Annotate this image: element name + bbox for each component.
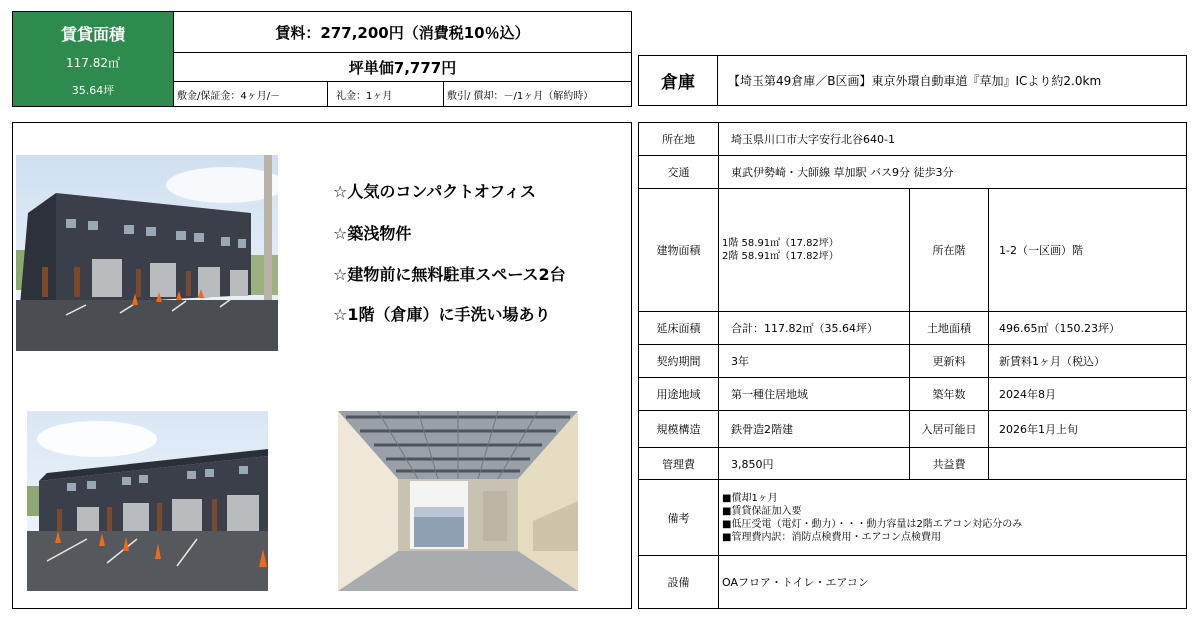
transit-label: 交通 [667,166,690,179]
floor-label: 所在階 [932,244,966,257]
move-in-label: 入居可能日 [921,423,977,436]
common-label: 共益費 [932,457,966,471]
total-floor-label: 延床面積 [656,322,701,335]
built-label-cell [909,377,989,411]
rent-box [173,11,632,53]
mgmt-label: 管理費 [662,457,695,471]
move-in-value: 2026年1月上旬 [999,423,1078,436]
remarks-label: 備考 [667,511,690,525]
land-area-label-cell [909,311,989,345]
building-area-2: 2階 58.91㎡（17.82坪） [722,251,839,262]
building-area-label: 建物面積 [656,244,701,257]
location-value: 埼玉県川口市大字安行北谷640-1 [731,133,895,146]
feature-2: ☆築浅物件 [333,224,412,243]
location-label-cell [638,122,719,156]
built-label: 築年数 [932,388,966,401]
remark-item: ■管理費内訳：消防点検費用・エアコン点検費用 [722,531,941,543]
area-m2: 117.82㎡ [66,56,120,70]
floor-value: 1-2（一区画）階 [999,244,1083,257]
rent-text: 賃料：277,200円（消費税10％込） [275,23,530,42]
building-area-cell [718,188,910,312]
structure-cell [718,410,910,448]
property-type: 倉庫 [661,73,695,93]
area-label: 賃貸面積 [60,25,125,44]
equipment-label: 設備 [667,576,690,589]
mgmt-cell [718,447,910,480]
common-cell [988,447,1187,480]
property-title: 【埼玉第49倉庫／B区画】東京外環自動車道『草加』ICより約2.0km [728,74,1102,88]
remark-item: ■償却1ヶ月 [722,492,778,504]
remarks-label-cell [638,479,719,556]
contract-cell [718,344,910,378]
equipment-cell [718,555,1187,609]
renewal-label: 更新料 [932,355,966,368]
location-cell [718,122,1187,156]
building-area-label-cell [638,188,719,312]
area-tsubo: 35.64坪 [71,84,115,97]
structure-value: 鉄骨造2階建 [731,423,793,436]
structure-label-cell [638,410,719,448]
total-floor-label-cell [638,311,719,345]
zoning-cell [718,377,910,411]
equipment-label-cell [638,555,719,609]
equipment-value: OAフロア・トイレ・エアコン [722,576,869,589]
deduction-cell [443,81,632,107]
remark-item: ■賃貸保証加入要 [722,505,802,517]
key-money-text: 礼金：1ヶ月 [336,90,393,102]
renewal-cell [988,344,1187,378]
total-floor-value: 合計：117.82㎡（35.64坪） [731,322,878,335]
contract-label-cell [638,344,719,378]
location-label: 所在地 [662,133,695,146]
area-summary-box [12,11,174,107]
feature-4: ☆1階（倉庫）に手洗い場あり [333,305,551,324]
remarks-cell [718,479,1187,556]
unit-price-box [173,52,632,82]
deduction-text: 敷引/ 償却：－/1ヶ月（解約時） [447,90,594,102]
transit-label-cell [638,155,719,189]
property-title-box [717,55,1187,106]
key-money-cell [327,81,444,107]
interior-photo [338,411,578,591]
deposit-cell [173,81,328,107]
floor-cell [988,188,1187,312]
land-area-cell [988,311,1187,345]
building-area-1: 1階 58.91㎡（17.82坪） [722,238,839,249]
mgmt-label-cell [638,447,719,480]
zoning-label-cell [638,377,719,411]
zoning-value: 第一種住居地域 [731,388,808,401]
feature-1: ☆人気のコンパクトオフィス [333,182,536,201]
renewal-label-cell [909,344,989,378]
structure-label: 規模構造 [656,423,701,436]
land-area-value: 496.65㎡（150.23坪） [999,322,1120,335]
property-type-box [638,55,718,106]
contract-value: 3年 [731,355,749,368]
deposit-text: 敷金/保証金：4ヶ月/－ [177,90,281,102]
total-floor-cell [718,311,910,345]
zoning-label: 用途地域 [656,388,701,401]
mgmt-value: 3,850円 [731,457,774,471]
built-value: 2024年8月 [999,388,1056,401]
exterior-photo-1 [16,155,278,351]
transit-cell [718,155,1187,189]
unit-price-text: 坪単価7,777円 [348,58,457,77]
built-cell [988,377,1187,411]
common-label-cell [909,447,989,480]
contract-label: 契約期間 [656,355,701,368]
floor-label-cell [909,188,989,312]
move-in-cell [988,410,1187,448]
land-area-label: 土地面積 [927,322,971,335]
feature-3: ☆建物前に無料駐車スペース2台 [333,265,566,284]
renewal-value: 新賃料1ヶ月（税込） [999,355,1105,368]
transit-value: 東武伊勢崎・大師線 草加駅 バス9分 徒歩3分 [731,166,954,179]
move-in-label-cell [909,410,989,448]
exterior-photo-2 [27,411,268,591]
remark-item: ■低圧受電（電灯・動力）・・・動力容量は2階エアコン対応分のみ [722,518,1023,530]
